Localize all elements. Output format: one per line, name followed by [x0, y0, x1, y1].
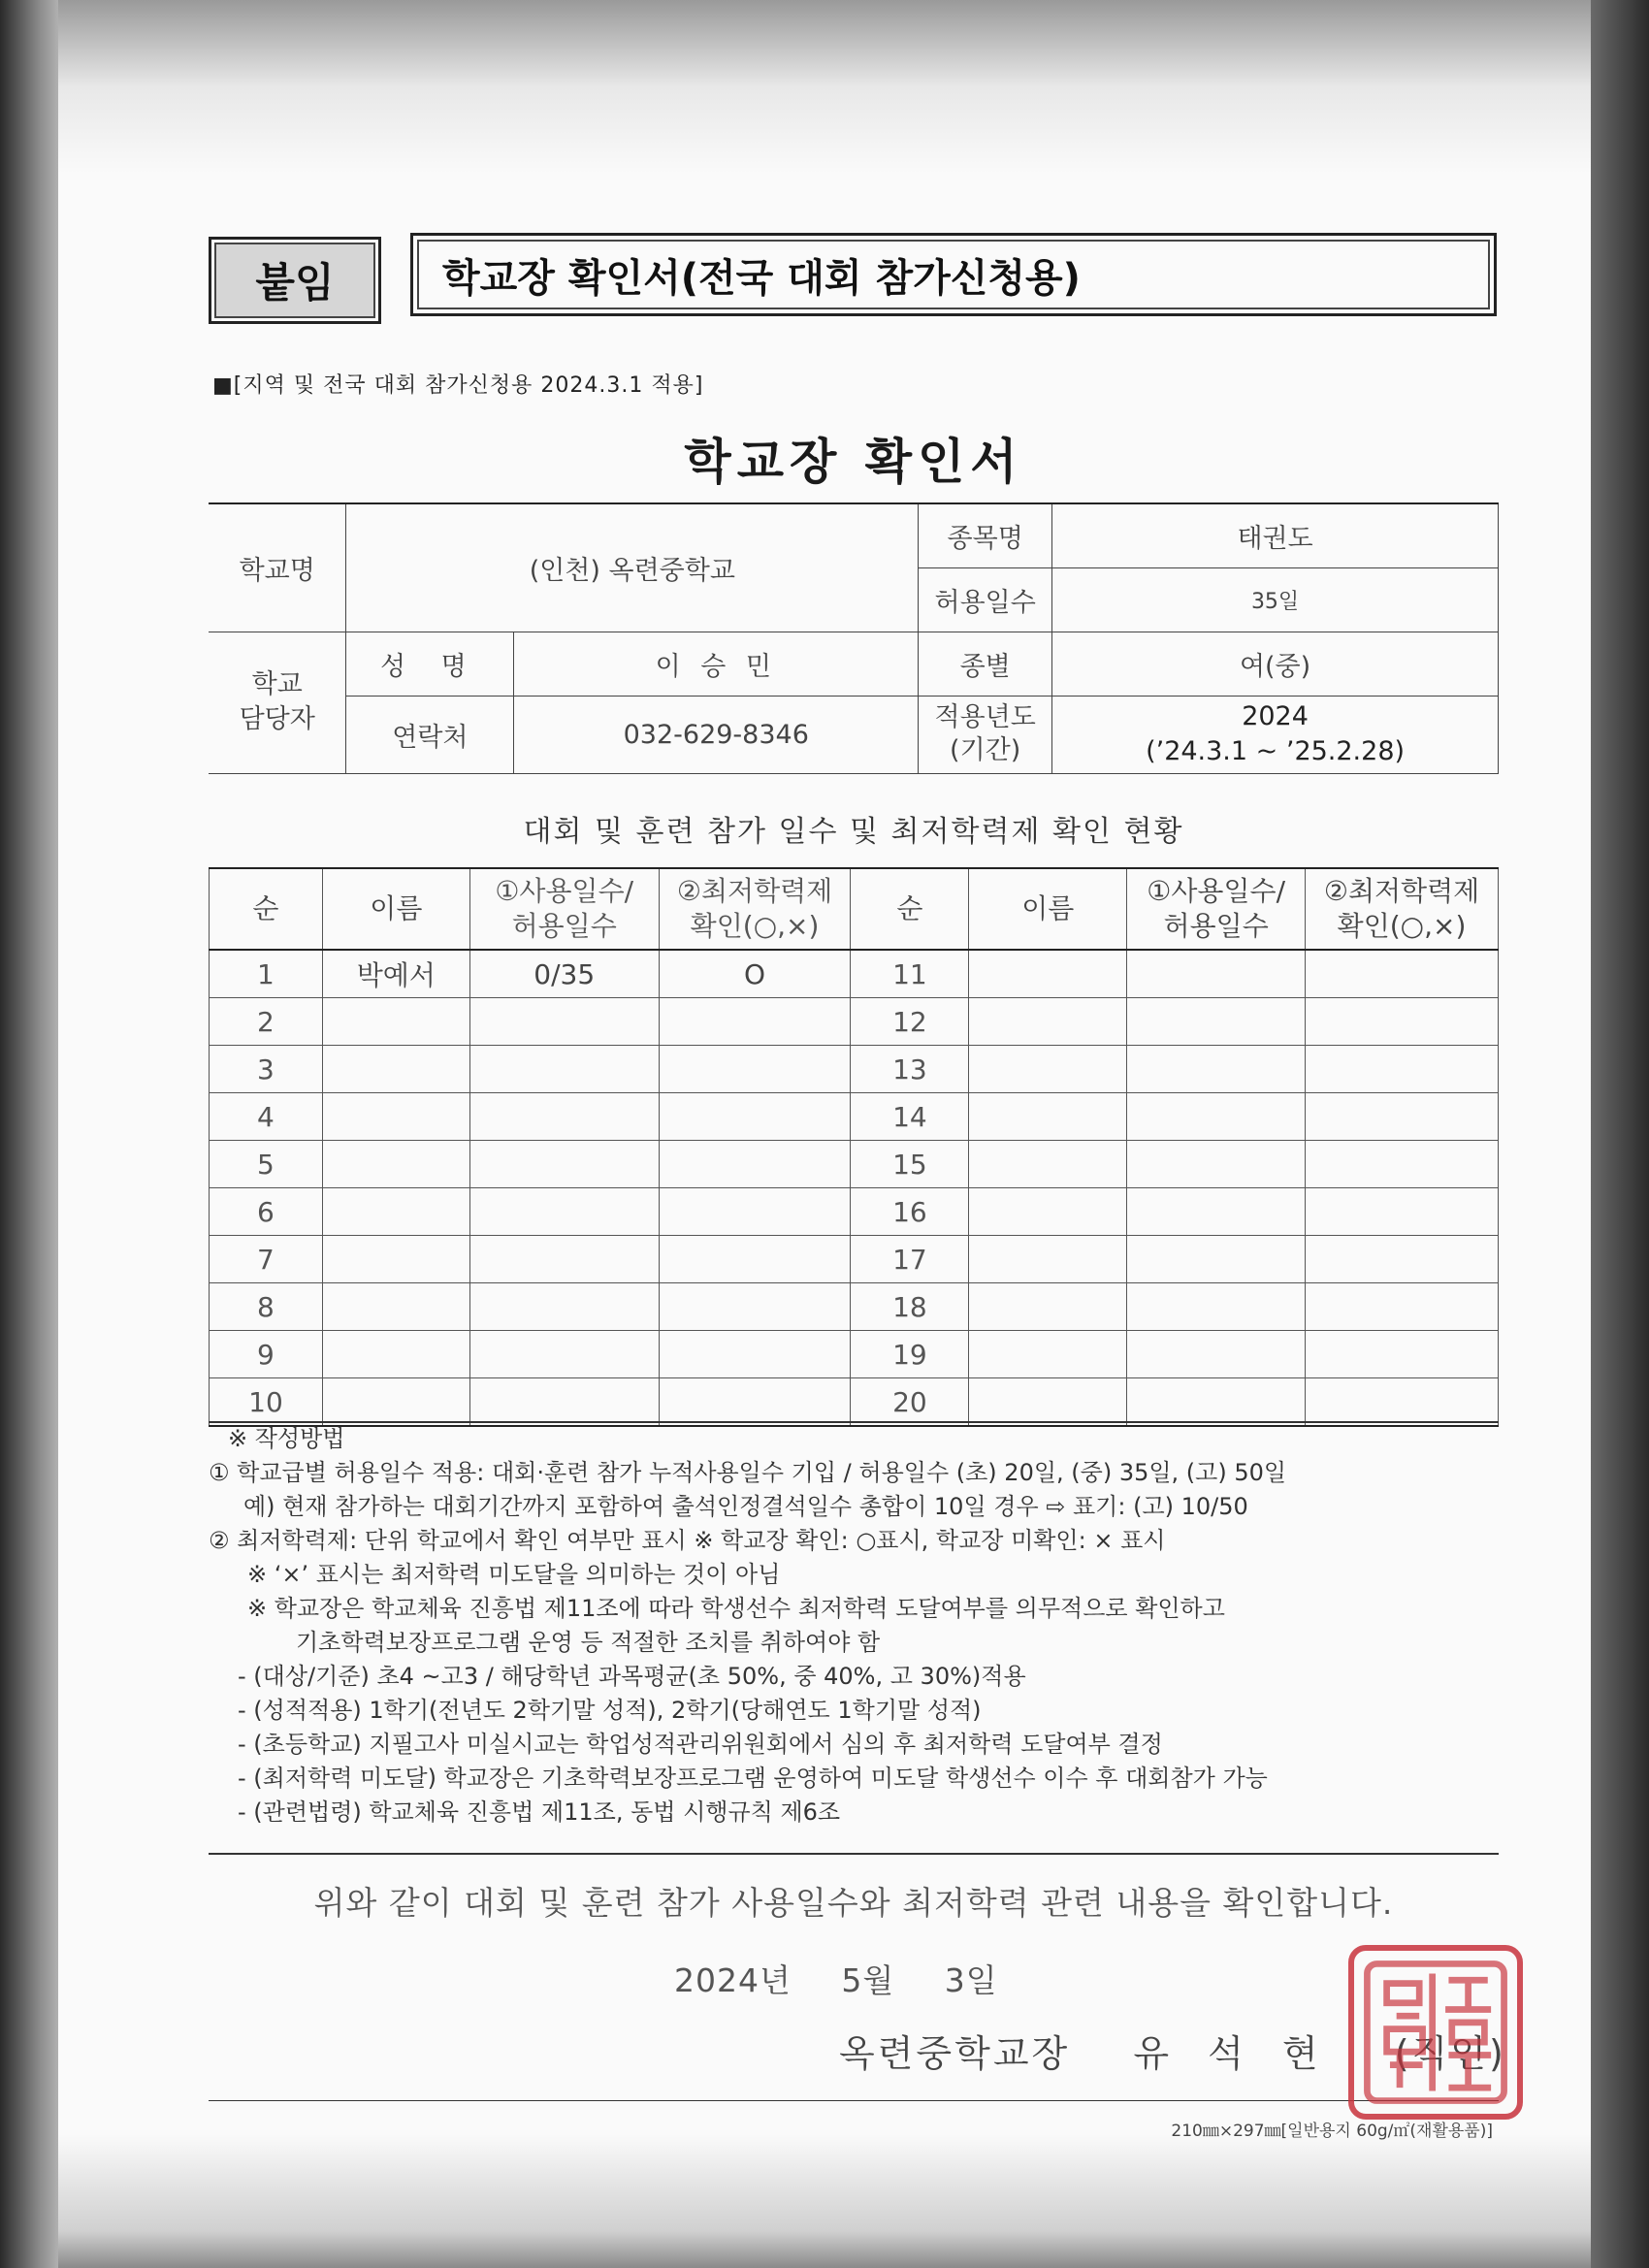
divider	[209, 1853, 1499, 1855]
row-seq: 3	[210, 1046, 323, 1093]
row-name	[322, 1188, 469, 1236]
row-academic	[659, 1331, 851, 1378]
document-header	[209, 237, 1499, 324]
row-academic-2	[1306, 1236, 1499, 1283]
row-days	[469, 1283, 659, 1331]
school-name-label: 학교명	[209, 503, 346, 632]
col-academic-header-2	[1306, 868, 1499, 950]
writing-guide	[209, 1422, 1499, 1830]
table-row	[210, 1236, 1499, 1283]
row-name-2	[969, 1093, 1127, 1141]
col-academic-header-2-text: ②최저학력제 확인(○,×)	[1323, 875, 1480, 942]
col-days-header-2	[1127, 868, 1306, 950]
manager-label-text: 학교 담당자	[239, 669, 315, 734]
row-seq: 4	[210, 1093, 323, 1141]
row-days	[469, 1331, 659, 1378]
contact-value: 032-629-8346	[514, 696, 919, 773]
col-name-header: 이름	[322, 868, 469, 950]
school-name-value: (인천) 옥련중학교	[346, 503, 919, 632]
row-days	[469, 1093, 659, 1141]
participation-table	[209, 867, 1499, 1427]
col-name-header-2: 이름	[969, 868, 1127, 950]
table-row	[210, 1331, 1499, 1378]
confirmation-date	[674, 1956, 1037, 2001]
row-name-2	[969, 1188, 1127, 1236]
row-academic	[659, 1236, 851, 1283]
row-name-2	[969, 1236, 1127, 1283]
year-cell	[1052, 696, 1499, 773]
guide-item-1-example: 예) 현재 참가하는 대회기간까지 포함하여 출석인정결석일수 총합이 10일 경우 ⇨ 표기: (고) 10/50	[243, 1493, 1248, 1520]
guide-detail-1: - (대상/기준) 초4 ~고3 / 해당학년 과목평균(초 50%, 중 40%, 고 30%)적용	[238, 1663, 1026, 1690]
row-academic	[659, 1141, 851, 1188]
row-name	[322, 1046, 469, 1093]
row-days	[469, 1046, 659, 1093]
row-name: 박예서	[322, 950, 469, 998]
row-seq-2: 17	[851, 1236, 969, 1283]
row-days-2	[1127, 950, 1306, 998]
row-days-2	[1127, 1378, 1306, 1427]
table-body	[210, 950, 1499, 1426]
seal-icon	[1354, 1951, 1517, 2114]
row-days-2	[1127, 1331, 1306, 1378]
year-period: (’24.3.1 ~ ’25.2.28)	[1146, 736, 1406, 766]
row-seq-2: 19	[851, 1331, 969, 1378]
contact-label: 연락처	[346, 696, 514, 773]
row-name-2	[969, 1378, 1127, 1427]
row-academic	[659, 998, 851, 1046]
row-academic-2	[1306, 1093, 1499, 1141]
info-table	[209, 502, 1499, 774]
guide-detail-3: - (초등학교) 지필고사 미실시교는 학업성적관리위원회에서 심의 후 최저학력 도달여부 결정	[238, 1731, 1163, 1758]
signer-school: 옥련중학교장	[839, 2032, 1071, 2075]
row-name	[322, 1283, 469, 1331]
official-seal	[1348, 1945, 1523, 2120]
guide-item-2: ② 최저학력제: 단위 학교에서 확인 여부만 표시 ※ 학교장 확인: ○표시, 학교장 미확인: × 표시	[209, 1527, 1166, 1554]
guide-item-1: ① 학교급별 허용일수 적용: 대회·훈련 참가 누적사용일수 기입 / 허용일수 (초) 20일, (중) 35일, (고) 50일	[209, 1459, 1287, 1486]
row-days-2	[1127, 1188, 1306, 1236]
paper-spec-footer: 210㎜×297㎜[일반용지 60g/㎡(재활용품)]	[1171, 2122, 1493, 2141]
row-days-2	[1127, 1046, 1306, 1093]
row-days-2	[1127, 1283, 1306, 1331]
row-academic-2	[1306, 1331, 1499, 1378]
row-seq: 2	[210, 998, 323, 1046]
row-days: 0/35	[469, 950, 659, 998]
col-academic-header-text: ②최저학력제 확인(○,×)	[676, 875, 833, 942]
document-header-title: 학교장 확인서(전국 대회 참가신청용)	[410, 233, 1497, 316]
guide-heading: ※ 작성방법	[228, 1425, 345, 1452]
row-seq: 6	[210, 1188, 323, 1236]
date-month: 5월	[841, 1961, 895, 1999]
table-row	[210, 1046, 1499, 1093]
row-academic	[659, 1188, 851, 1236]
category-label: 종별	[919, 632, 1052, 696]
row-academic: O	[659, 950, 851, 998]
row-name	[322, 1236, 469, 1283]
signer-name: 유 석 현	[1133, 2032, 1332, 2075]
table-row	[210, 998, 1499, 1046]
row-days	[469, 1236, 659, 1283]
name-value: 이 승 민	[514, 632, 919, 696]
col-days-header-text: ①사용일수/ 허용일수	[495, 875, 634, 942]
guide-detail-2: - (성적적용) 1학기(전년도 2학기말 성적), 2학기(당해연도 1학기말 성적)	[238, 1697, 982, 1724]
row-seq-2: 20	[851, 1378, 969, 1427]
allowed-days-value: 35일	[1052, 567, 1499, 632]
table-row	[210, 1378, 1499, 1427]
row-name-2	[969, 1046, 1127, 1093]
year-value: 2024	[1242, 701, 1309, 731]
row-seq-2: 16	[851, 1188, 969, 1236]
date-year: 2024년	[674, 1961, 792, 1999]
row-seq-2: 15	[851, 1141, 969, 1188]
col-seq-header-2: 순	[851, 868, 969, 950]
row-days	[469, 1378, 659, 1427]
col-academic-header	[659, 868, 851, 950]
year-label	[919, 696, 1052, 773]
guide-detail-4: - (최저학력 미도달) 학교장은 기초학력보장프로그램 운영하여 미도달 학생선수 이수 후 대회참가 가능	[238, 1765, 1268, 1792]
guide-detail-5: - (관련법령) 학교체육 진흥법 제11조, 동법 시행규칙 제6조	[238, 1798, 841, 1826]
row-seq: 7	[210, 1236, 323, 1283]
row-seq-2: 18	[851, 1283, 969, 1331]
row-seq-2: 11	[851, 950, 969, 998]
row-academic-2	[1306, 1283, 1499, 1331]
divider	[209, 2100, 1499, 2101]
row-academic-2	[1306, 1188, 1499, 1236]
row-name-2	[969, 1283, 1127, 1331]
event-label: 종목명	[919, 503, 1052, 567]
table-row	[210, 950, 1499, 998]
name-label: 성 명	[346, 632, 514, 696]
event-value: 태권도	[1052, 503, 1499, 567]
col-seq-header: 순	[210, 868, 323, 950]
table-header-row	[210, 868, 1499, 950]
row-seq-2: 13	[851, 1046, 969, 1093]
row-academic-2	[1306, 950, 1499, 998]
row-days	[469, 1141, 659, 1188]
row-academic-2	[1306, 1141, 1499, 1188]
row-days-2	[1127, 1093, 1306, 1141]
col-days-header	[469, 868, 659, 950]
row-name	[322, 1141, 469, 1188]
row-seq: 9	[210, 1331, 323, 1378]
row-name-2	[969, 1141, 1127, 1188]
col-days-header-2-text: ①사용일수/ 허용일수	[1147, 875, 1286, 942]
row-seq: 5	[210, 1141, 323, 1188]
row-seq-2: 14	[851, 1093, 969, 1141]
allowed-days-label: 허용일수	[919, 567, 1052, 632]
row-name	[322, 1378, 469, 1427]
row-seq: 8	[210, 1283, 323, 1331]
category-value: 여(중)	[1052, 632, 1499, 696]
guide-item-2-note-b: ※ 학교장은 학교체육 진흥법 제11조에 따라 학생선수 최저학력 도달여부를 의무적으로 확인하고	[247, 1595, 1225, 1622]
row-academic-2	[1306, 1378, 1499, 1427]
confirmation-statement: 위와 같이 대회 및 훈련 참가 사용일수와 최저학력 관련 내용을 확인합니다.	[313, 1884, 1394, 1922]
table-row	[210, 1093, 1499, 1141]
row-days	[469, 1188, 659, 1236]
table-row	[210, 1283, 1499, 1331]
row-name	[322, 1331, 469, 1378]
date-day: 3일	[944, 1961, 998, 1999]
row-name-2	[969, 998, 1127, 1046]
row-seq: 10	[210, 1378, 323, 1427]
row-seq: 1	[210, 950, 323, 998]
row-name	[322, 1093, 469, 1141]
row-seq-2: 12	[851, 998, 969, 1046]
year-label-text: 적용년도 (기간)	[934, 702, 1036, 765]
guide-item-2-note-c: 기초학력보장프로그램 운영 등 적절한 조치를 취하여야 함	[296, 1629, 881, 1656]
row-name-2	[969, 950, 1127, 998]
table-row	[210, 1141, 1499, 1188]
row-academic	[659, 1378, 851, 1427]
row-name	[322, 998, 469, 1046]
row-academic-2	[1306, 998, 1499, 1046]
row-days-2	[1127, 998, 1306, 1046]
row-days-2	[1127, 1236, 1306, 1283]
attachment-badge: 붙임	[209, 237, 381, 324]
seal-label: (직인)	[1394, 2032, 1506, 2075]
row-academic	[659, 1093, 851, 1141]
row-academic	[659, 1046, 851, 1093]
row-days-2	[1127, 1141, 1306, 1188]
status-subtitle: 대회 및 훈련 참가 일수 및 최저학력제 확인 현황	[523, 815, 1184, 849]
row-academic-2	[1306, 1046, 1499, 1093]
applicability-notice: ■[지역 및 전국 대회 참가신청용 2024.3.1 적용]	[212, 373, 704, 398]
row-academic	[659, 1283, 851, 1331]
table-row	[210, 1188, 1499, 1236]
page-title: 학교장 확인서	[684, 434, 1023, 490]
manager-label	[209, 632, 346, 773]
row-name-2	[969, 1331, 1127, 1378]
guide-item-2-note-a: ※ ‘×’ 표시는 최저학력 미도달을 의미하는 것이 아님	[247, 1561, 781, 1588]
row-days	[469, 998, 659, 1046]
